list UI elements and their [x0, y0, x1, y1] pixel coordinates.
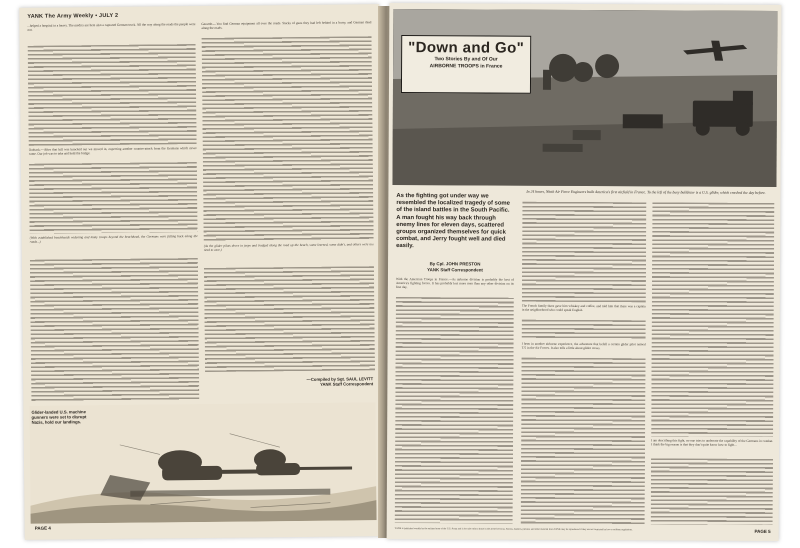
illustration-caption: Glider-landed U.S. machine gunners were set to disrupt Nazis, hold our landings.	[31, 409, 87, 425]
page-number: PAGE 5	[754, 528, 771, 534]
photo-caption: In 24 hours, Ninth Air Force Engineers built America's first airfield in France. To the left of the busy bulldozer is a U.S. glider, which crashed the day before.	[526, 189, 766, 195]
right-column-1	[395, 277, 514, 524]
left-column-2	[201, 20, 375, 400]
byline-name: By Cpl. JOHN PRESTON	[429, 261, 481, 267]
right-column-2	[521, 202, 647, 525]
text-lines	[202, 36, 374, 242]
italic-passage: (As the glider pilots drove in jeeps and trudged along the road up the beach, some learned, some didn't, and others were too tired to care.)	[203, 242, 374, 253]
text-lines	[651, 202, 774, 437]
text-lines	[395, 297, 514, 524]
column-text: Outback.—After that hill was knocked out we moved in, expecting another counter-attack from the Germans which never came. Our job was to take and hold the bridge.	[28, 146, 197, 156]
byline-title: YANK Staff Correspondent	[427, 266, 483, 273]
credit-line: —Compiled by Sgt. SAUL LEVITT YANK Staff Correspondent	[306, 376, 374, 387]
text-lines	[651, 458, 773, 525]
left-page	[19, 4, 385, 540]
body-text: I am describing this fight, no one tries to underrate the capability of the Germans in combat. I think the big reason is that they don't quite know how to fight...	[651, 438, 774, 447]
article-title: "Down and Go"	[408, 39, 525, 57]
article-subtitle-1: Two Stories By and Of Our	[434, 56, 498, 63]
running-head: YANK The Army Weekly • JULY 2	[27, 12, 119, 20]
byline	[396, 261, 514, 273]
right-page	[387, 3, 782, 541]
article-subtitle-2: AIRBORNE TROOPS in France	[429, 62, 503, 70]
italic-passage: (With established beachheads widening and many troops beyond the beachhead, the Germans were falling back along the roads...)	[29, 234, 198, 244]
footer-note: YANK is published weekly by the enlisted men of the U.S. Army and is for sale only to those in the armed services. Stories, features, pictures and other material from YANK may be reproduced if they are not restricted by law or military regulations.	[394, 527, 633, 532]
page-number: PAGE 4	[34, 525, 51, 531]
text-lines	[28, 44, 197, 146]
airfield-photo	[392, 9, 777, 187]
text-lines	[522, 320, 646, 341]
body-text: I been in another airborne experience, the adventure that befell a certain glider pilot named T/5 in the Air Forces. It also tells a little about glider crews.	[521, 341, 646, 351]
opening-text: ...helped a hospital in a heavy. The medics are here also a captured German truck. All the way along the roads the people were out.	[27, 22, 196, 32]
text-lines	[204, 266, 375, 372]
body-text: The French family there gave him whiskey and coffee, and told him that there was a captain in the neighborhood who could speak English.	[521, 303, 646, 313]
column-text: Gerardo.—You find German equipment all over the roads. Stacks of guns they had left behind in a hurry, and German dead along the roads.	[201, 20, 372, 31]
article-title-box	[401, 35, 531, 94]
text-lines	[521, 358, 646, 525]
body-text: With the American Troops in France.—As airborne division is probably the best of America's fighting forces. It has probably lost more men than any other division on its first day.	[395, 277, 514, 290]
lead-paragraph: As the fighting got under way we resembled the localized tragedy of some of the island battles in the South Pacific. A man fought his way back through enemy lines for eleven days, scattered groups organized themselves for quick combat, and Jerry fought well and died easily.	[396, 193, 510, 250]
right-column-3	[651, 202, 775, 525]
text-lines	[522, 202, 647, 303]
left-column-1	[27, 22, 199, 402]
text-lines	[30, 258, 199, 402]
text-lines	[29, 162, 198, 234]
